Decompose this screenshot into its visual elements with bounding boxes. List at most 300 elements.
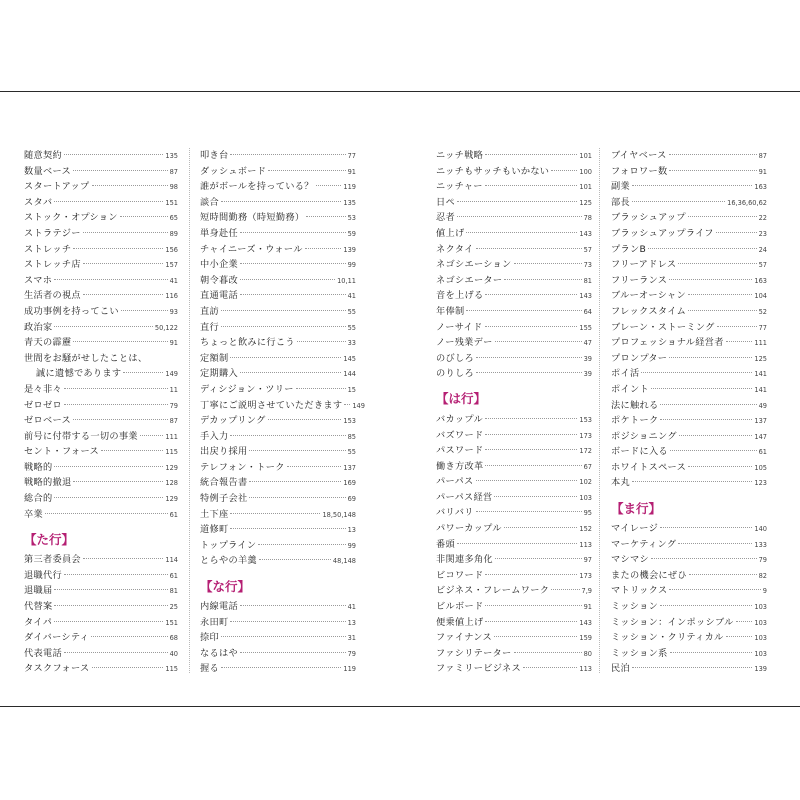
index-term: フォロワー数: [611, 165, 668, 177]
index-entry: [24, 382, 178, 398]
bracket-close: 】: [61, 531, 75, 547]
index-entry: [611, 521, 767, 537]
dot-leader: [230, 528, 345, 529]
page-number: 163: [754, 183, 767, 192]
index-entry: [24, 257, 178, 273]
index-term: パスワード: [436, 445, 484, 457]
index-term: ニッチャー: [436, 181, 483, 193]
index-entry: [611, 630, 767, 646]
index-term: 第三者委員会: [24, 554, 81, 566]
index-term: 誰がボールを持っている？: [200, 181, 314, 193]
index-term: プランB: [611, 243, 647, 255]
page-number: 98: [169, 183, 178, 192]
index-entry: [611, 552, 767, 568]
index-term: デカップリング: [200, 415, 266, 427]
page-number: 16,36,60,62: [727, 198, 767, 207]
index-term: フリーランス: [611, 274, 668, 286]
index-entry: [24, 661, 178, 677]
dot-leader: [54, 466, 163, 467]
index-entry: [611, 646, 767, 662]
dot-leader: [240, 605, 346, 606]
page-number: 163: [754, 276, 767, 285]
page-number: 79: [347, 649, 356, 658]
page-number: 13: [347, 618, 356, 627]
index-term: ゼロベース: [24, 415, 71, 427]
dot-leader: [230, 435, 345, 436]
page-number: 125: [579, 198, 592, 207]
bracket-close: 】: [237, 578, 251, 594]
index-term: のびしろ: [436, 352, 474, 364]
index-entry: [200, 507, 356, 523]
page-number: 69: [347, 495, 356, 504]
section-heading: [436, 388, 592, 409]
index-term: 本丸: [611, 477, 630, 489]
dot-leader: [54, 605, 167, 606]
index-entry: [200, 148, 356, 164]
page-number: 85: [347, 432, 356, 441]
dot-leader: [240, 294, 346, 295]
index-entry: [436, 459, 592, 475]
page-number: 11: [169, 385, 178, 394]
page-number: 144: [343, 370, 356, 379]
dot-leader: [268, 170, 345, 171]
page-number: 79: [758, 556, 767, 565]
index-term: ビコワード: [436, 569, 484, 581]
index-term: バズワード: [436, 429, 484, 441]
index-term: プロフェッショナル経営者: [611, 337, 724, 349]
dot-leader: [485, 434, 577, 435]
index-term: ストレッチ: [24, 243, 72, 255]
page-number: 103: [754, 603, 767, 612]
index-entry: [24, 630, 178, 646]
page-number: 173: [579, 571, 592, 580]
index-term: ストレッチ店: [24, 259, 81, 271]
section-heading: [24, 528, 178, 549]
index-entry: [436, 257, 592, 273]
dot-leader: [73, 248, 163, 249]
index-term: 成功事例を持ってこい: [24, 305, 119, 317]
dot-leader: [660, 404, 756, 405]
dot-leader: [494, 636, 577, 637]
index-entry: [200, 226, 356, 242]
page-number: 153: [579, 415, 592, 424]
dot-leader: [494, 496, 577, 497]
index-term: 誠に遺憾であります: [36, 368, 122, 380]
page-number: 137: [754, 417, 767, 426]
page-number: 93: [169, 307, 178, 316]
dot-leader: [316, 185, 342, 186]
dot-leader: [485, 465, 581, 466]
page-number: 91: [169, 339, 178, 348]
page-number: 33: [347, 339, 356, 348]
index-column-1: [24, 148, 178, 677]
index-entry: [436, 366, 592, 382]
dot-leader: [660, 527, 752, 528]
dot-leader: [258, 544, 345, 545]
dot-leader: [73, 341, 167, 342]
index-entry: [436, 505, 592, 521]
dot-leader: [651, 558, 757, 559]
bracket-close: 】: [648, 500, 662, 516]
index-entry: [436, 630, 592, 646]
index-term: 値上げ: [436, 227, 465, 239]
index-entry: [200, 630, 356, 646]
index-entry: [611, 444, 767, 460]
page-number: 57: [758, 261, 767, 270]
dot-leader: [514, 652, 582, 653]
dot-leader: [632, 185, 752, 186]
page-number: 103: [754, 634, 767, 643]
index-entry: [611, 179, 767, 195]
index-term: 統合報告書: [200, 477, 248, 489]
page-number: 145: [343, 354, 356, 363]
index-term: ミッション・クリティカル: [611, 632, 724, 644]
page-number: 87: [169, 167, 178, 176]
index-term: 政治家: [24, 321, 53, 333]
index-term: ファミリービジネス: [436, 663, 521, 675]
index-term: 卒業: [24, 508, 43, 520]
page-number: 143: [579, 618, 592, 627]
index-term: ポジショニング: [611, 430, 677, 442]
dot-leader: [495, 341, 582, 342]
dot-leader: [120, 216, 168, 217]
page-number: 48,148: [332, 557, 356, 566]
page-number: 91: [758, 167, 767, 176]
dot-leader: [240, 232, 346, 233]
page-number: 111: [165, 432, 178, 441]
index-term: テレフォン・トーク: [200, 461, 285, 473]
index-entry: [436, 474, 592, 490]
page-number: 119: [343, 665, 356, 674]
index-entry: [24, 273, 178, 289]
index-term: 定額制: [200, 352, 229, 364]
page-number: 23: [758, 229, 767, 238]
index-term: ファイナンス: [436, 632, 493, 644]
dot-leader: [485, 154, 577, 155]
index-entry: [436, 195, 592, 211]
index-term: スタバ: [24, 196, 53, 208]
page-number: 81: [583, 276, 592, 285]
index-entry: [611, 366, 767, 382]
index-entry: [24, 444, 178, 460]
dot-leader: [83, 558, 163, 559]
index-entry: [436, 490, 592, 506]
index-term: 直訪: [200, 305, 219, 317]
section-heading-label: ま行: [623, 500, 649, 516]
index-term: ディシジョン・ツリー: [200, 383, 294, 395]
page-number: 100: [579, 167, 592, 176]
index-entry: [24, 179, 178, 195]
index-entry: [611, 242, 767, 258]
page-number: 113: [579, 540, 592, 549]
page-number: 159: [579, 634, 592, 643]
page-number: 169: [343, 479, 356, 488]
index-term: ブラッシュアップ: [611, 212, 686, 224]
page-number: 95: [583, 509, 592, 518]
dot-leader: [726, 341, 753, 342]
dot-leader: [688, 466, 752, 467]
dot-leader: [678, 543, 752, 544]
page-number: 77: [758, 323, 767, 332]
index-entry: [436, 568, 592, 584]
index-term: 戦略的: [24, 461, 53, 473]
page-number: 73: [583, 261, 592, 270]
dot-leader: [476, 511, 582, 512]
page-number: 77: [347, 152, 356, 160]
dot-leader: [240, 279, 335, 280]
index-entry: [24, 398, 178, 414]
index-entry: [24, 429, 178, 445]
dot-leader: [54, 201, 163, 202]
index-term: フレックスタイム: [611, 305, 687, 317]
page-number: 13: [347, 526, 356, 535]
page-number: 152: [579, 525, 592, 534]
index-entry: [611, 568, 767, 584]
dot-leader: [306, 216, 345, 217]
dot-leader: [54, 326, 152, 327]
page-number: 47: [583, 339, 592, 348]
page-number: 24: [758, 245, 767, 254]
page-number: 9: [762, 587, 767, 596]
index-term: 談合: [200, 196, 219, 208]
index-entry: [200, 179, 356, 195]
index-entry: [24, 568, 178, 584]
dot-leader: [485, 574, 577, 575]
dot-leader: [669, 589, 760, 590]
index-entry: [200, 615, 356, 631]
page-number: 129: [165, 463, 178, 472]
index-entry: [611, 335, 767, 351]
index-entry: [611, 273, 767, 289]
dot-leader: [495, 558, 582, 559]
dot-leader: [230, 154, 345, 155]
index-term: ポイ活: [611, 368, 640, 380]
bracket-open: 【: [436, 391, 449, 407]
index-entry: [24, 599, 178, 615]
page-number: 61: [169, 571, 178, 580]
index-entry: [200, 538, 356, 554]
index-term: 民泊: [611, 663, 630, 675]
section-heading: [200, 575, 356, 596]
dot-leader: [221, 667, 341, 668]
index-entry: [200, 398, 365, 414]
dot-leader: [54, 589, 167, 590]
page-number: 39: [583, 354, 592, 363]
column-divider: [189, 148, 190, 673]
index-entry: [436, 148, 592, 164]
index-term: 出戻り採用: [200, 446, 248, 458]
dot-leader: [230, 357, 341, 358]
index-term: ボードに入る: [611, 446, 668, 458]
dot-leader: [249, 497, 345, 498]
index-entry: [24, 646, 178, 662]
index-entry: [611, 599, 767, 615]
page-number: 61: [169, 510, 178, 519]
index-term: 土下座: [200, 508, 229, 520]
index-entry: [24, 583, 178, 599]
index-term: 代表電話: [24, 647, 62, 659]
index-term: ネクタイ: [436, 243, 474, 255]
index-entry: [200, 195, 356, 211]
page-number: 103: [579, 493, 592, 502]
dot-leader: [632, 667, 752, 668]
index-entry: [24, 552, 178, 568]
dot-leader: [230, 513, 320, 514]
dot-leader: [92, 667, 164, 668]
dot-leader: [466, 310, 581, 311]
index-term: 非関連多角化: [436, 554, 493, 566]
page-number: 139: [343, 245, 356, 254]
index-term: 戦略的撤退: [24, 477, 72, 489]
index-entry: [436, 179, 592, 195]
index-term: ポイント: [611, 383, 649, 395]
dot-leader: [240, 372, 341, 373]
index-term: またの機会にぜひ: [611, 569, 687, 581]
dot-leader: [476, 357, 582, 358]
index-entry: [611, 304, 767, 320]
index-term: 退職届: [24, 585, 53, 597]
page-number: 153: [343, 417, 356, 426]
dot-leader: [64, 652, 168, 653]
page-number: 49: [758, 401, 767, 410]
dot-leader: [669, 357, 752, 358]
index-term: 単身赴任: [200, 227, 238, 239]
page-number: 41: [347, 603, 356, 612]
dot-leader: [287, 466, 342, 467]
index-entry: [611, 164, 767, 180]
index-term: 生活者の視点: [24, 290, 81, 302]
page-number: 39: [583, 370, 592, 379]
index-entry: [24, 226, 178, 242]
bracket-close: 】: [473, 391, 487, 407]
index-term: バカップル: [436, 413, 483, 425]
index-term: スタートアップ: [24, 181, 90, 193]
index-term: 手入力: [200, 430, 229, 442]
dot-leader: [485, 294, 577, 295]
index-term: 番頭: [436, 538, 455, 550]
dot-leader: [249, 481, 341, 482]
index-term: ちょっと飲みに行こう: [200, 337, 295, 349]
page-number: 41: [347, 292, 356, 301]
index-entry: [24, 475, 178, 491]
page-number: 65: [169, 214, 178, 223]
dot-leader: [485, 185, 578, 186]
index-term: タスクフォース: [24, 663, 90, 675]
dot-leader: [73, 170, 168, 171]
index-entry: [200, 242, 356, 258]
index-term: ゼロゼロ: [24, 399, 62, 411]
page-number: 55: [347, 307, 356, 316]
index-term: 代替案: [24, 601, 53, 613]
index-term: 青天の霹靂: [24, 337, 72, 349]
index-term: 随意契約: [24, 150, 62, 161]
page-number: 125: [754, 354, 767, 363]
index-term: ネゴシエーション: [436, 259, 512, 271]
dot-leader: [688, 310, 756, 311]
dot-leader: [485, 605, 581, 606]
index-term: 短時間勤務（時短勤務）: [200, 212, 305, 224]
index-term: 年俸制: [436, 305, 465, 317]
index-term: ダッシュボード: [200, 165, 267, 177]
section-heading: [611, 497, 767, 518]
index-entry: [611, 460, 767, 476]
page-number: 59: [347, 229, 356, 238]
index-entry: [24, 615, 178, 631]
page-number: 15: [347, 385, 356, 394]
page-number: 155: [579, 323, 592, 332]
dot-leader: [688, 294, 752, 295]
index-entry: [24, 242, 178, 258]
index-entry: [24, 148, 178, 164]
index-entry: [436, 552, 592, 568]
index-entry: [24, 288, 178, 304]
page-number: 114: [165, 556, 178, 565]
index-term: チャイニーズ・ウォール: [200, 243, 303, 255]
page-number: 61: [758, 448, 767, 457]
index-entry: [200, 210, 356, 226]
index-entry: [200, 491, 356, 507]
index-entry: [436, 351, 592, 367]
index-term: 特例子会社: [200, 493, 248, 505]
index-term: タイパ: [24, 616, 53, 628]
dot-leader: [485, 621, 577, 622]
dot-leader: [101, 450, 163, 451]
index-term: セント・フォース: [24, 446, 99, 458]
page-number: 99: [347, 261, 356, 270]
index-column-4: [611, 148, 767, 677]
index-term: パワーカップル: [436, 523, 502, 535]
dot-leader: [476, 372, 582, 373]
index-term: 丁寧にご説明させていただきます: [200, 399, 343, 411]
dot-leader: [83, 263, 164, 264]
index-term: とらやの羊羹: [200, 555, 257, 567]
index-term: ノー残業デー: [436, 337, 493, 349]
page-number: 81: [169, 587, 178, 596]
dot-leader: [651, 388, 752, 389]
page-number: 102: [579, 478, 592, 487]
dot-leader: [230, 621, 345, 622]
index-entry: [436, 428, 592, 444]
index-term: のりしろ: [436, 368, 474, 380]
dot-leader: [504, 279, 581, 280]
dot-leader: [221, 636, 346, 637]
index-entry: [611, 226, 767, 242]
dot-leader: [305, 248, 342, 249]
page-number: 52: [758, 307, 767, 316]
page-number: 129: [165, 495, 178, 504]
index-term: 部長: [611, 196, 630, 208]
page-number: 123: [754, 479, 767, 488]
index-term: ノーサイド: [436, 321, 483, 333]
index-term: ミッション：インポッシブル: [611, 616, 734, 628]
dot-leader: [221, 201, 341, 202]
page-number: 116: [165, 292, 178, 301]
index-entry: [611, 661, 767, 677]
index-entry: [611, 413, 767, 429]
index-entry: [436, 599, 592, 615]
index-term: バリバリ: [436, 507, 474, 519]
dot-leader: [457, 201, 577, 202]
page-number: 10,11: [337, 276, 356, 285]
page-number: 55: [347, 323, 356, 332]
page-number: 55: [347, 448, 356, 457]
dot-leader: [54, 497, 163, 498]
index-entry: [611, 148, 767, 164]
index-entry: [200, 382, 356, 398]
index-term: 朝令暮改: [200, 274, 238, 286]
dot-leader: [268, 419, 342, 420]
page-number: 22: [758, 214, 767, 223]
